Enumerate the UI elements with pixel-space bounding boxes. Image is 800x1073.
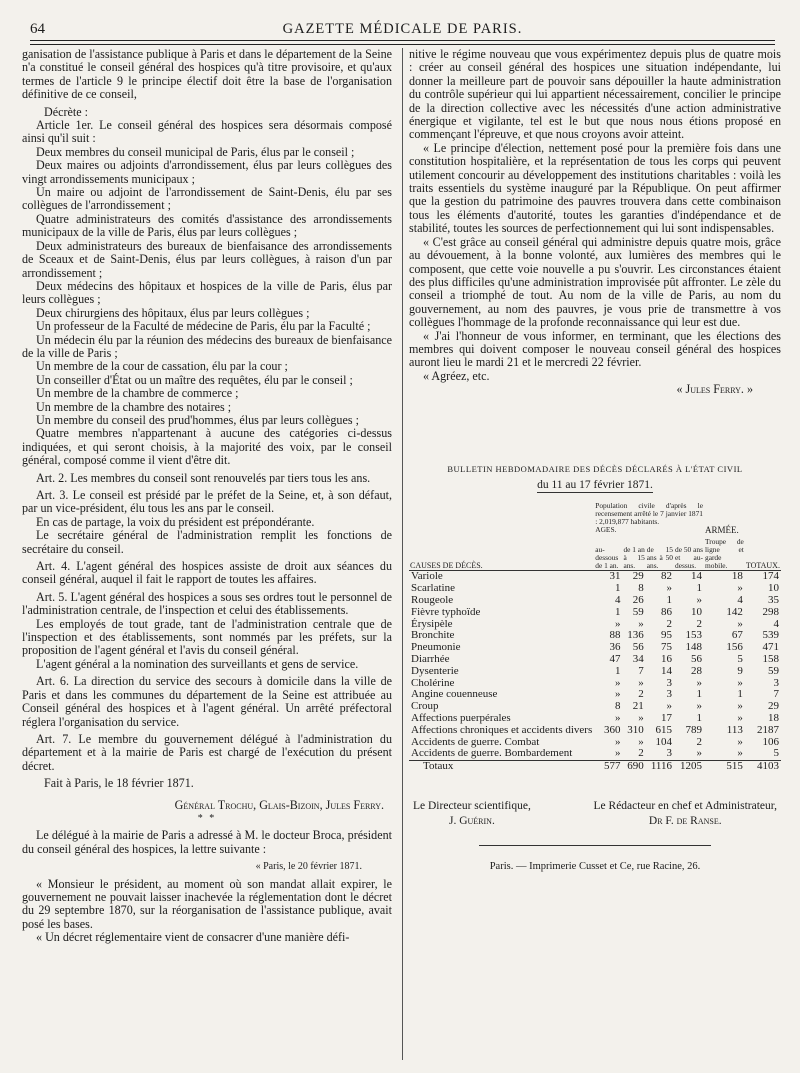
intro-paragraph: ganisation de l'assistance publique à Paris et dans le département de la Seine n'a constitué le conseil général des hospices qu'à titre provisoire, et qu'aux termes de l'article 9 le principe électif doit être la base de l'organisation définitive de ce conseil,	[22, 47, 392, 102]
value-cell: »	[638, 676, 644, 689]
value-cell: »	[737, 711, 743, 724]
value-cell: 1	[666, 593, 672, 606]
article-list	[22, 472, 392, 774]
page-number: 64	[30, 21, 45, 37]
value-cell: 29	[632, 570, 644, 583]
value-cell: 1	[696, 688, 702, 701]
footer-editor: Le Rédacteur en chef et Administrateur, Dr F. de Ranse.	[593, 799, 777, 827]
value-cell: 21	[632, 700, 644, 713]
value-cell: 471	[762, 641, 779, 654]
col-age-0: au-dessous de 1 an.	[595, 545, 619, 571]
member-item: Deux administrateurs des bureaux de bienfaisance des arrondissements de Sceaux et de Saint-Denis, élus par leurs collègues, à raison d'un par arrondissement ;	[22, 238, 392, 280]
cause-cell: Variole	[411, 570, 443, 583]
table-row	[409, 619, 781, 631]
value-cell: 1	[614, 605, 621, 618]
value-cell: 67	[731, 629, 743, 642]
value-cell: 16	[661, 652, 672, 665]
member-item: Un membre du conseil des prud'hommes, élus par leurs collègues ;	[36, 412, 359, 427]
cause-cell: Accidents de guerre. Combat	[411, 735, 540, 748]
value-cell: 56	[632, 641, 644, 654]
value-cell: 18	[731, 570, 743, 583]
totals-label: Totaux	[409, 761, 594, 773]
cause-cell: Diarrhée	[411, 652, 450, 665]
letter-paragraph-3: nitive le régime nouveau que vous expérimentez depuis plus de quatre mois : créer au conseil général des hospices une situation indépendante, lui donner la meilleure part de pouvoir sans dépouiller la haute administration du contrôle supérieur qui lui appartient nécessairement, concilier le principe de la direction collective avec les nécessités d'une action administrative énergique et vigilante, tel est le but que nous nous étions proposé en commençant l'épreuve, et que nous croyons avoir atteint.	[409, 47, 781, 142]
value-cell: »	[696, 747, 702, 760]
table-row	[409, 571, 781, 583]
value-cell: 3	[666, 747, 672, 760]
value-cell: 56	[691, 652, 702, 665]
member-item: Deux médecins des hôpitaux et hospices de la ville de Paris, élus par leurs collègues ;	[22, 278, 392, 307]
member-item: Quatre administrateurs des comités d'assistance des arrondissements municipaux de la ville de Paris, élus par leurs collègues ;	[22, 211, 392, 240]
member-item: Deux maires ou adjoints d'arrondissement, élus par leurs collègues des vingt arrondissements municipaux ;	[22, 158, 392, 186]
cause-cell: Scarlatine	[411, 582, 455, 595]
cause-cell: Cholérine	[411, 676, 455, 689]
table-row	[409, 666, 781, 678]
value-cell: 75	[661, 641, 672, 654]
left-column	[22, 48, 392, 945]
col-totaux: TOTAUX.	[745, 561, 780, 571]
article-item: Le secrétaire général de l'administration remplit les fonctions de secrétaire du conseil.	[22, 528, 392, 556]
col-age-1: de 1 an à 15 ans.	[623, 545, 645, 571]
total-cell: 690	[622, 761, 645, 773]
article-item: Art. 2. Les membres du conseil sont renouvelés par tiers tous les ans.	[36, 470, 371, 485]
value-cell: 14	[661, 664, 672, 677]
value-cell: 8	[638, 582, 644, 595]
value-cell: 539	[762, 629, 779, 642]
cause-cell: Dysenterie	[411, 664, 459, 677]
member-item: Un membre de la chambre des notaires ;	[36, 399, 232, 414]
value-cell: »	[614, 617, 621, 630]
value-cell: 158	[762, 652, 779, 665]
value-cell: 298	[762, 605, 779, 618]
value-cell: »	[737, 676, 743, 689]
value-cell: 3	[666, 676, 672, 689]
table-row	[409, 748, 781, 760]
value-cell: 1	[737, 688, 743, 701]
table-row	[409, 583, 781, 595]
value-cell: »	[737, 582, 743, 595]
col-age-2: de 15 ans à 50 ans.	[646, 545, 673, 571]
value-cell: 2187	[757, 723, 779, 736]
total-cell: 1205	[674, 761, 704, 773]
value-cell: 14	[691, 570, 702, 583]
value-cell: »	[696, 700, 702, 713]
member-item: Un professeur de la Faculté de médecine de Paris, élu par la Faculté ;	[36, 319, 371, 334]
value-cell: 35	[768, 593, 779, 606]
cause-cell: Affections puerpérales	[411, 711, 511, 724]
member-item: Deux chirurgiens des hôpitaux, élus par leurs collègues ;	[36, 305, 310, 320]
col-population: Population civile d'après le recensement arrêté le 7 janvier 1871 : 2,019,877 habitants. AGES.	[595, 501, 703, 535]
cause-cell: Angine couenneuse	[411, 688, 498, 701]
value-cell: »	[614, 747, 621, 760]
bulletin-dates: du 11 au 17 février 1871.	[537, 478, 653, 491]
value-cell: 86	[661, 605, 672, 618]
value-cell: 3	[666, 688, 672, 701]
letter-paragraph-5: « C'est grâce au conseil général qui administre depuis quatre mois, grâce au dévouement, à la bonne volonté, aux lumières des membres qui le composent, que cette voie nouvelle a pu s'ouvrir. Les circonstances étaient des plus difficiles qu'une administration improvisée pût affronter. Le zèle du conseil a triomphé de tout. Au nom de la ville de Paris, au nom du gouvernement, au nom des pauvres, je vous prie de transmettre à vos collègues l'hommage de la profonde reconnaissance qui leur est due.	[409, 234, 781, 330]
value-cell: 104	[655, 735, 672, 748]
value-cell: 5	[773, 747, 779, 760]
header-rule	[30, 44, 775, 45]
value-cell: 88	[609, 629, 621, 642]
value-cell: 615	[655, 723, 672, 736]
table-row	[409, 630, 781, 642]
journal-title: GAZETTE MÉDICALE DE PARIS.	[282, 21, 523, 37]
value-cell: 1	[614, 582, 621, 595]
decree-heading: Décrète :	[44, 104, 88, 119]
printer-line: Paris. — Imprimerie Cusset et Ce, rue Racine, 26.	[489, 860, 701, 872]
value-cell: 1	[696, 711, 702, 724]
value-cell: 9	[737, 664, 743, 677]
value-cell: 4	[614, 593, 621, 606]
value-cell: 82	[661, 570, 672, 583]
value-cell: 5	[737, 652, 743, 665]
letter-paragraph-1: « Monsieur le président, au moment où son mandat allait expirer, le gouvernement ne pouvait laisser inachevée la réglementation dont le décret du 29 septembre 1870, sur la réorganisation de l'assistance publique, avait posé les bases.	[22, 876, 392, 931]
value-cell: 310	[627, 723, 644, 736]
value-cell: 36	[609, 641, 621, 654]
value-cell: 3	[773, 676, 779, 689]
value-cell: 1	[614, 664, 621, 677]
total-cell: 515	[704, 761, 745, 773]
cause-cell: Bronchite	[411, 629, 455, 642]
bulletin-title: BULLETIN HEBDOMADAIRE DES DÉCÈS DÉCLARÉS À L'ÉTAT CIVIL	[447, 463, 743, 474]
value-cell: »	[737, 747, 743, 760]
cause-cell: Accidents de guerre. Bombardement	[411, 747, 573, 760]
page-header	[30, 18, 775, 41]
cause-cell: Érysipèle	[411, 617, 453, 630]
value-cell: 26	[632, 593, 644, 606]
value-cell: »	[737, 735, 743, 748]
value-cell: 2	[666, 617, 672, 630]
member-item: Un membre de la chambre de commerce ;	[36, 386, 239, 401]
footer-signatures	[409, 799, 781, 829]
table-row	[409, 713, 781, 725]
right-column	[409, 48, 781, 873]
value-cell: »	[614, 735, 621, 748]
letter-signature: « Jules Ferry. »	[676, 382, 753, 397]
value-cell: 28	[691, 664, 702, 677]
footer-director: Le Directeur scientifique, J. Guérin.	[413, 799, 531, 827]
value-cell: 142	[726, 605, 743, 618]
value-cell: 106	[762, 735, 779, 748]
letter-paragraph-2: « Un décret réglementaire vient de consacrer d'une manière défi-	[36, 930, 350, 945]
article-item: En cas de partage, la voix du président est prépondérante.	[36, 514, 315, 529]
article-item: Art. 6. La direction du service des secours à domicile dans la ville de Paris et dans les communes du département de la Seine est attribuée au Conseil général des hospices et à l'agent général. Un arrêté préfectoral réglera l'organisation du service.	[22, 674, 392, 729]
article-item: Art. 7. Le membre du gouvernement délégué à l'administration du département et à la mairie de Paris est chargé de l'exécution du présent décret.	[22, 731, 392, 773]
cause-cell: Fièvre typhoïde	[411, 605, 481, 618]
cause-cell: Affections chroniques et accidents divers	[411, 723, 593, 736]
value-cell: 47	[609, 652, 621, 665]
column-divider	[402, 48, 403, 1060]
value-cell: 360	[603, 723, 621, 736]
footer-rule	[479, 845, 711, 846]
value-cell: 113	[726, 723, 743, 736]
value-cell: 8	[614, 700, 621, 713]
value-cell: 7	[773, 688, 779, 701]
value-cell: »	[737, 617, 743, 630]
value-cell: 18	[768, 711, 779, 724]
letter-paragraph-4: « Le principe d'élection, nettement posé pour la première fois dans une constitution hospitalière, et la représentation de tous les corps qui peuvent utilement concourir au développement des institutions charitables : voilà les traits essentiels du système inauguré par la République. On peut affirmer que la gestion du patrimoine des pauvres trouvera dans cette combinaison tous les éléments d'autorité, toutes les garanties d'indépendance et de stabilité, toutes les sources de perfectionnement qui lui sont indispensables.	[409, 140, 781, 236]
total-cell: 577	[594, 761, 622, 773]
member-item: Deux membres du conseil municipal de Paris, élus par le conseil ;	[36, 144, 355, 159]
col-armee: ARMÉE.	[705, 525, 739, 536]
table-row	[409, 654, 781, 666]
col-age-3: de 50 ans et au-dessus.	[675, 545, 703, 571]
article-1: Article 1er. Le conseil général des hospices sera désormais composé ainsi qu'il suit :	[22, 118, 392, 146]
decree-signatories: Général Trochu, Glais-Bizoin, Jules Ferry.	[174, 797, 384, 812]
value-cell: »	[638, 711, 644, 724]
value-cell: 31	[609, 570, 621, 583]
value-cell: »	[614, 688, 621, 701]
value-cell: 789	[685, 723, 702, 736]
member-item: Un membre de la cour de cassation, élu par la cour ;	[36, 359, 288, 374]
value-cell: »	[638, 735, 644, 748]
value-cell: 7	[638, 664, 644, 677]
value-cell: »	[638, 617, 644, 630]
deaths-table-body	[409, 571, 781, 761]
article-item: Art. 3. Le conseil est présidé par le préfet de la Seine, et, à son défaut, par un vice-président, élu tous les ans par le conseil.	[22, 488, 392, 516]
table-row	[409, 642, 781, 654]
col-causes: CAUSES DE DÉCÈS.	[410, 561, 483, 571]
table-row	[409, 725, 781, 737]
value-cell: 2	[696, 617, 702, 630]
value-cell: »	[614, 676, 621, 689]
value-cell: 4	[737, 593, 743, 606]
value-cell: 156	[726, 641, 743, 654]
value-cell: 2	[638, 747, 644, 760]
value-cell: 1	[696, 582, 702, 595]
value-cell: 10	[768, 582, 779, 595]
letter-date: « Paris, le 20 février 1871.	[255, 861, 362, 873]
value-cell: 2	[696, 735, 702, 748]
totals-row	[409, 761, 781, 773]
value-cell: 59	[632, 605, 644, 618]
article-item: Art. 5. L'agent général des hospices a sous ses ordres tout le personnel de l'administration centrale, de l'inspection et celui des établissements.	[22, 589, 392, 618]
value-cell: »	[696, 593, 702, 606]
value-cell: 34	[632, 652, 644, 665]
value-cell: 29	[768, 700, 779, 713]
value-cell: 148	[685, 641, 702, 654]
letter-closing: « Agréez, etc.	[423, 368, 490, 383]
total-cell: 1116	[646, 761, 674, 773]
value-cell: 10	[691, 605, 702, 618]
separator-stars: * *	[197, 812, 217, 824]
value-cell: 17	[661, 711, 672, 724]
article-item: L'agent général a la nomination des surveillants et gens de service.	[36, 656, 359, 671]
table-row	[409, 607, 781, 619]
value-cell: 59	[768, 664, 779, 677]
table-row	[409, 595, 781, 607]
value-cell: »	[666, 700, 672, 713]
value-cell: 4	[773, 617, 779, 630]
cause-cell: Rougeole	[411, 593, 454, 606]
delegate-paragraph: Le délégué à la mairie de Paris a adressé à M. le docteur Broca, président du conseil général des hospices, la lettre suivante :	[22, 828, 392, 856]
member-item: Un maire ou adjoint de l'arrondissement de Saint-Denis, élu par ses collègues de l'arrondissement ;	[22, 185, 392, 213]
col-troupe: Troupe de ligne et garde mobile.	[705, 537, 744, 571]
value-cell: 174	[762, 570, 779, 583]
member-list	[22, 146, 392, 468]
member-item: Un médecin élu par la réunion des médecins des bureaux de bienfaisance de la ville de Paris ;	[22, 332, 392, 360]
value-cell: 136	[627, 629, 644, 642]
value-cell: »	[737, 700, 743, 713]
value-cell: »	[614, 711, 621, 724]
value-cell: 153	[685, 629, 702, 642]
value-cell: »	[696, 676, 702, 689]
cause-cell: Croup	[411, 700, 439, 713]
member-item: Quatre membres n'appartenant à aucune des catégories ci-dessus indiquées, et qui seront choisis, à la majorité des voix, par le conseil général, composé comme il vient d'être dit.	[22, 426, 392, 468]
letter-paragraph-6: « J'ai l'honneur de vous informer, en terminant, que les élections des membres qui doivent composer le nouveau conseil général des hospices auront lieu le mardi 21 et le mercredi 22 février.	[409, 328, 781, 370]
article-item: Les employés de tout grade, tant de l'administration centrale que de l'inspection et des établissements, sont nommés par les préfets, sur la proposition de l'agent général et l'avis du conseil général.	[22, 616, 392, 658]
member-item: Un conseiller d'État ou un maître des requêtes, élu par le conseil ;	[36, 372, 353, 387]
value-cell: »	[666, 582, 672, 595]
table-row	[409, 689, 781, 701]
article-item: Art. 4. L'agent général des hospices assiste de droit aux séances du conseil général, auquel il fait le rapport de toutes les affaires.	[22, 559, 392, 587]
value-cell: 2	[638, 688, 644, 701]
value-cell: 95	[661, 629, 672, 642]
decree-date: Fait à Paris, le 18 février 1871.	[44, 776, 194, 791]
deaths-table	[409, 502, 781, 773]
cause-cell: Pneumonie	[411, 641, 461, 654]
total-cell: 4103	[745, 761, 781, 773]
